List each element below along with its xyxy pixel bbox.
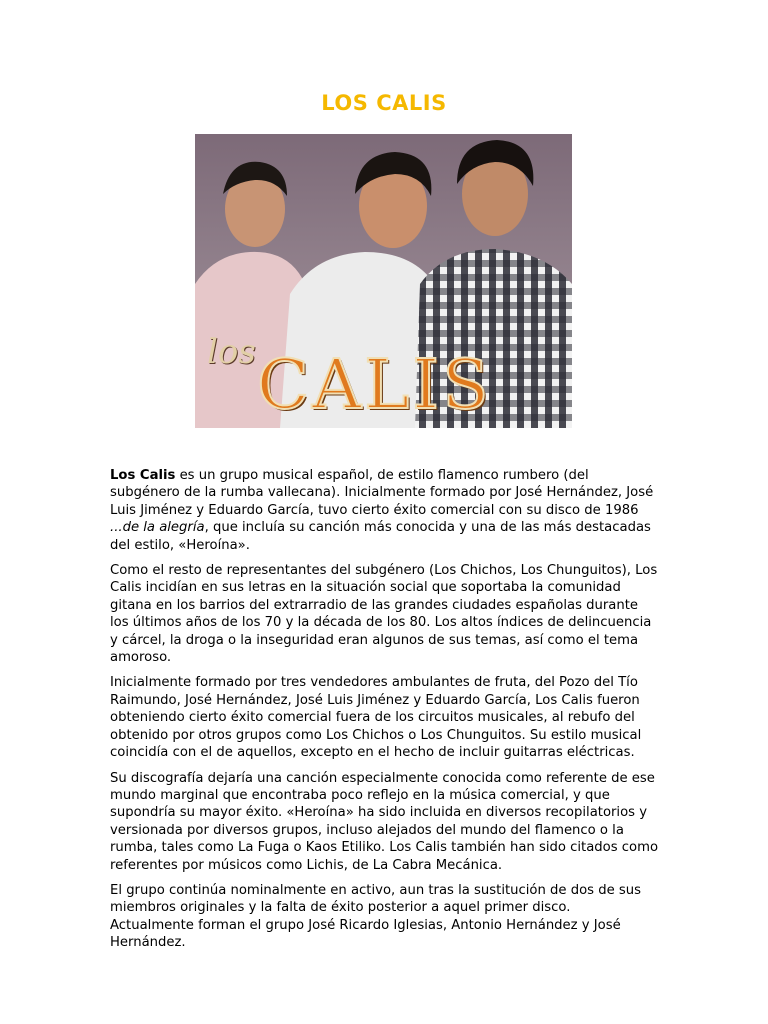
paragraph-3: Inicialmente formado por tres vendedores ambulantes de fruta, del Pozo del Tío Raimundo, José Hernández, José Luis Jiménez y Eduardo García, Los Calis fueron obteniendo cierto éxito comercial fuera de los circuitos musicales, al rebufo del obtenido por otros grupos como Los Chichos o Los Chunguitos. Su estilo musical coincidía con el de aquellos, excepto en el hecho de incluir guitarras eléctricas.	[110, 675, 642, 761]
paragraph-2: Como el resto de representantes del subgénero (Los Chichos, Los Chunguitos), Los Calis incidían en sus letras en la situación social que soportaba la comunidad gitana en los barrios del extrarradio de las grandes ciudades españolas durante los últimos años de los 70 y la década de los 80. Los altos índices de delincuencia y cárcel, la droga o la inseguridad eran algunos de sus temas, así como el tema amoroso.	[110, 563, 658, 666]
paragraph-4: Su discografía dejaría una canción especialmente conocida como referente de ese mundo marginal que encontraba poco reflejo en la música comercial, y que supondría su mayor éxito. «Heroína» ha sido incluida en diversos recopilatorios y versionada por diversos grupos, incluso alejados del mundo del flamenco o la rumba, tales como La Fuga o Kaos Etiliko. Los Calis también han sido citados como referentes por músicos como Lichis, de La Cabra Mecánica.	[110, 770, 659, 873]
band-name-bold: Los Calis	[110, 468, 176, 483]
album-title-italic: ...de la alegría	[110, 520, 205, 536]
page-title: LOS CALIS	[321, 91, 447, 115]
photo-logo-calis: CALIS	[257, 346, 492, 425]
paragraph-1-text-a: es un grupo musical español, de estilo flamenco rumbero (del subgénero de la rumba vallecana). Inicialmente formado por José Hernández, José Luis Jiménez y Eduardo García, tuvo cierto éxito comercial con su disco de 1986	[110, 468, 654, 518]
paragraph-1	[110, 467, 658, 554]
paragraph-5: El grupo continúa nominalmente en activo, aun tras la sustitución de dos de sus miembros originales y la falta de éxito posterior a aquel primer disco. Actualmente forman el grupo José Ricardo Iglesias, Antonio Hernández y José Hernández.	[110, 882, 642, 951]
photo-logo-los: los	[207, 332, 256, 372]
article-body	[110, 467, 658, 960]
band-photo	[195, 134, 572, 428]
paragraph-1-text-b: , que incluía su canción más conocida y una de las más destacadas del estilo, «Heroína».	[110, 520, 651, 553]
